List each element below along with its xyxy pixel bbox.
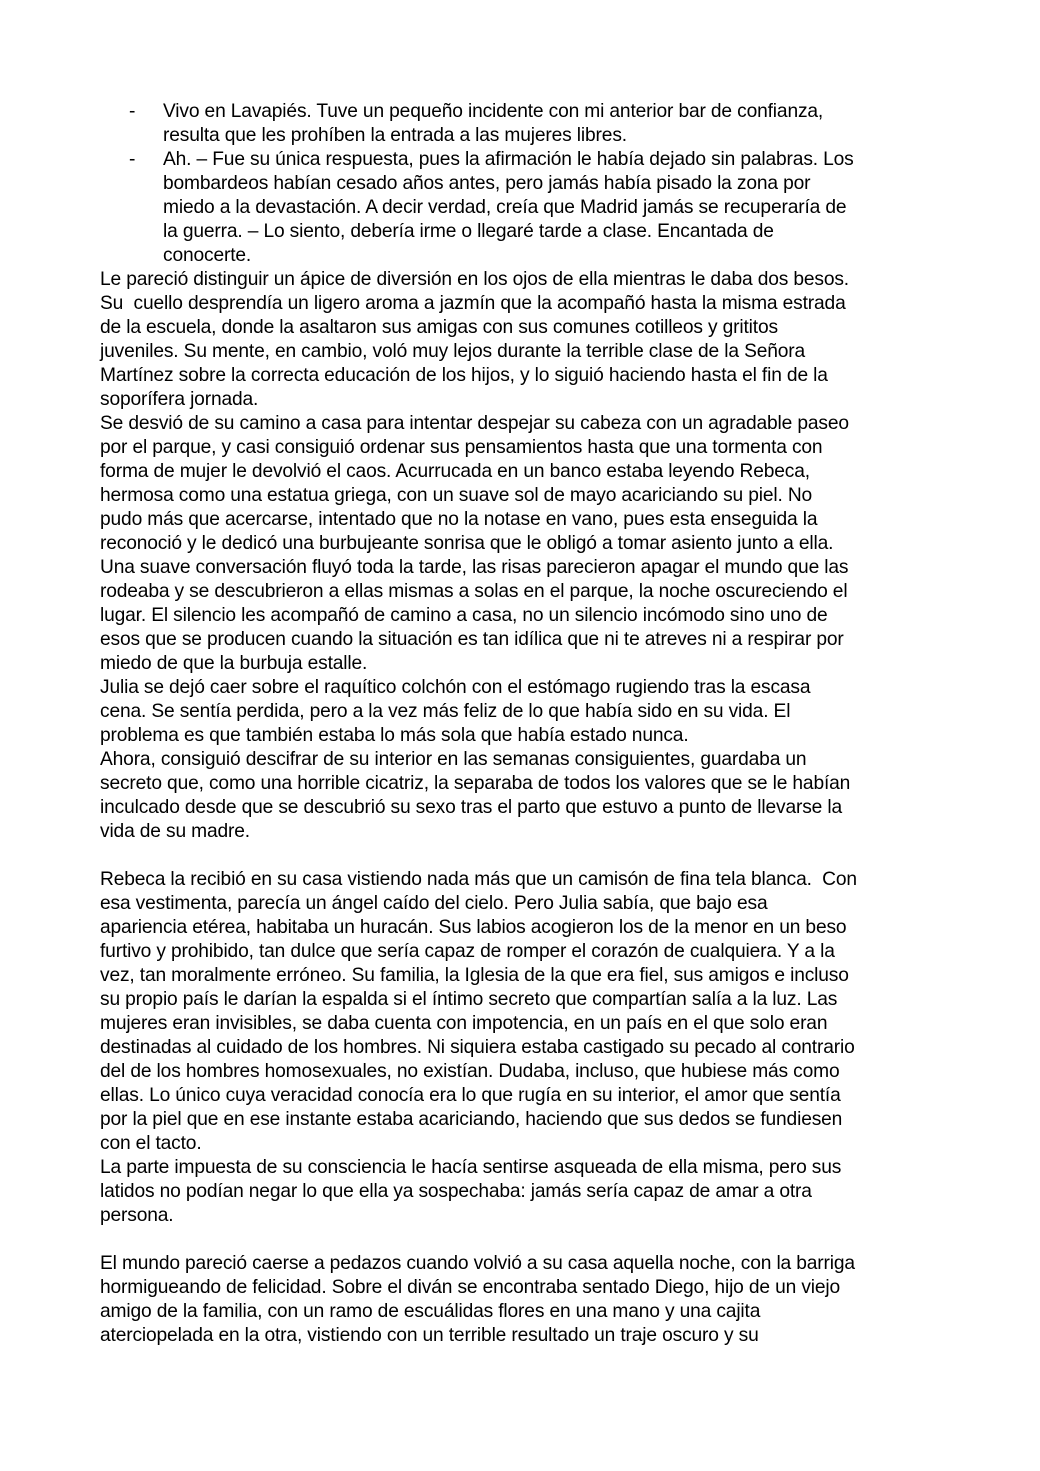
blank-line bbox=[100, 844, 960, 868]
text-line: miedo a la devastación. A decir verdad, creía que Madrid jamás se recuperaría de bbox=[163, 197, 847, 218]
text-line: miedo de que la burbuja estalle. bbox=[100, 653, 368, 674]
paragraph bbox=[100, 676, 960, 748]
text-line: pudo más que acercarse, intentado que no la notase en vano, pues esta enseguida la bbox=[100, 509, 818, 530]
text-line: rodeaba y se descubrieron a ellas mismas a solas en el parque, la noche oscureciendo el bbox=[100, 581, 848, 602]
document-page bbox=[100, 100, 960, 1348]
text-line: ellas. Lo único cuya veracidad conocía era lo que rugía en su interior, el amor que sentía bbox=[100, 1085, 841, 1106]
text-line: Vivo en Lavapiés. Tuve un pequeño incidente con mi anterior bar de confianza, bbox=[163, 101, 824, 122]
text-line: por la piel que en ese instante estaba acariciando, haciendo que sus dedos se fundiesen bbox=[100, 1109, 843, 1130]
paragraph bbox=[100, 748, 960, 844]
text-line: juveniles. Su mente, en cambio, voló muy lejos durante la terrible clase de la Señora bbox=[100, 341, 806, 362]
text-line: secreto que, como una horrible cicatriz, la separaba de todos los valores que se le habían bbox=[100, 773, 851, 794]
text-line: reconoció y le dedicó una burbujeante sonrisa que le obligó a tomar asiento junto a ella. bbox=[100, 533, 834, 554]
text-line: La parte impuesta de su consciencia le hacía sentirse asqueada de ella misma, pero sus bbox=[100, 1157, 842, 1178]
bullet-dash: - bbox=[129, 101, 136, 122]
text-line: de la escuela, donde la asaltaron sus amigas con sus comunes cotilleos y grititos bbox=[100, 317, 778, 338]
text-line: Rebeca la recibió en su casa vistiendo nada más que un camisón de fina tela blanca. Con bbox=[100, 869, 857, 890]
text-line: Ahora, consiguió descifrar de su interior en las semanas consiguientes, guardaba un bbox=[100, 749, 807, 770]
text-line: con el tacto. bbox=[100, 1133, 202, 1154]
text-line: hormigueando de felicidad. Sobre el diván se encontraba sentado Diego, hijo de un viejo bbox=[100, 1277, 841, 1298]
text-line: esos que se producen cuando la situación es tan idílica que ni te atreves ni a respirar por bbox=[100, 629, 844, 650]
text-line: Una suave conversación fluyó toda la tarde, las risas parecieron apagar el mundo que las bbox=[100, 557, 849, 578]
paragraph bbox=[100, 1252, 960, 1348]
paragraph bbox=[100, 1156, 960, 1228]
paragraph bbox=[100, 412, 960, 676]
text-line: vez, tan moralmente erróneo. Su familia, la Iglesia de la que era fiel, sus amigos e incluso bbox=[100, 965, 849, 986]
dialogue-bullet bbox=[100, 100, 960, 148]
text-line: forma de mujer le devolvió el caos. Acurrucada en un banco estaba leyendo Rebeca, bbox=[100, 461, 810, 482]
text-line: Su cuello desprendía un ligero aroma a jazmín que la acompañó hasta la misma estrada bbox=[100, 293, 846, 314]
text-line: del de los hombres homosexuales, no existían. Dudaba, incluso, que hubiese más como bbox=[100, 1061, 840, 1082]
blank-line bbox=[100, 1228, 960, 1252]
text-line: persona. bbox=[100, 1205, 174, 1226]
text-line: inculcado desde que se descubrió su sexo tras el parto que estuvo a punto de llevarse la bbox=[100, 797, 842, 818]
text-line: El mundo pareció caerse a pedazos cuando volvió a su casa aquella noche, con la barriga bbox=[100, 1253, 855, 1274]
text-line: la guerra. – Lo siento, debería irme o llegaré tarde a clase. Encantada de bbox=[163, 221, 774, 242]
text-line: por el parque, y casi consiguió ordenar sus pensamientos hasta que una tormenta con bbox=[100, 437, 823, 458]
text-line: amigo de la familia, con un ramo de escuálidas flores en una mano y una cajita bbox=[100, 1301, 761, 1322]
dialogue-bullet bbox=[100, 148, 960, 268]
text-line: furtivo y prohibido, tan dulce que sería capaz de romper el corazón de cualquiera. Y a la bbox=[100, 941, 835, 962]
text-line: destinadas al cuidado de los hombres. Ni siquiera estaba castigado su pecado al contrario bbox=[100, 1037, 855, 1058]
text-line: vida de su madre. bbox=[100, 821, 250, 842]
text-line: Se desvió de su camino a casa para intentar despejar su cabeza con un agradable paseo bbox=[100, 413, 849, 434]
text-line: mujeres eran invisibles, se daba cuenta con impotencia, en un país en el que solo eran bbox=[100, 1013, 828, 1034]
text-line: problema es que también estaba lo más sola que había estado nunca. bbox=[100, 725, 689, 746]
text-line: conocerte. bbox=[163, 245, 252, 266]
text-line: aterciopelada en la otra, vistiendo con un terrible resultado un traje oscuro y su bbox=[100, 1325, 759, 1346]
text-line: Le pareció distinguir un ápice de diversión en los ojos de ella mientras le daba dos besos. bbox=[100, 269, 849, 290]
text-line: cena. Se sentía perdida, pero a la vez más feliz de lo que había sido en su vida. El bbox=[100, 701, 791, 722]
text-line: Julia se dejó caer sobre el raquítico colchón con el estómago rugiendo tras la escasa bbox=[100, 677, 811, 698]
text-line: su propio país le darían la espalda si el íntimo secreto que compartían salía a la luz. Las bbox=[100, 989, 838, 1010]
text-line: latidos no podían negar lo que ella ya sospechaba: jamás sería capaz de amar a otra bbox=[100, 1181, 812, 1202]
text-line: hermosa como una estatua griega, con un suave sol de mayo acariciando su piel. No bbox=[100, 485, 813, 506]
text-line: Ah. – Fue su única respuesta, pues la afirmación le había dejado sin palabras. Los bbox=[163, 149, 854, 170]
text-line: soporífera jornada. bbox=[100, 389, 259, 410]
text-line: apariencia etérea, habitaba un huracán. Sus labios acogieron los de la menor en un beso bbox=[100, 917, 847, 938]
paragraph bbox=[100, 868, 960, 1156]
text-line: lugar. El silencio les acompañó de camino a casa, no un silencio incómodo sino uno de bbox=[100, 605, 828, 626]
paragraph bbox=[100, 268, 960, 412]
text-line: resulta que les prohíben la entrada a las mujeres libres. bbox=[163, 125, 627, 146]
text-line: esa vestimenta, parecía un ángel caído del cielo. Pero Julia sabía, que bajo esa bbox=[100, 893, 768, 914]
text-line: bombardeos habían cesado años antes, pero jamás había pisado la zona por bbox=[163, 173, 811, 194]
bullet-dash: - bbox=[129, 149, 136, 170]
text-line: Martínez sobre la correcta educación de los hijos, y lo siguió haciendo hasta el fin de la bbox=[100, 365, 828, 386]
